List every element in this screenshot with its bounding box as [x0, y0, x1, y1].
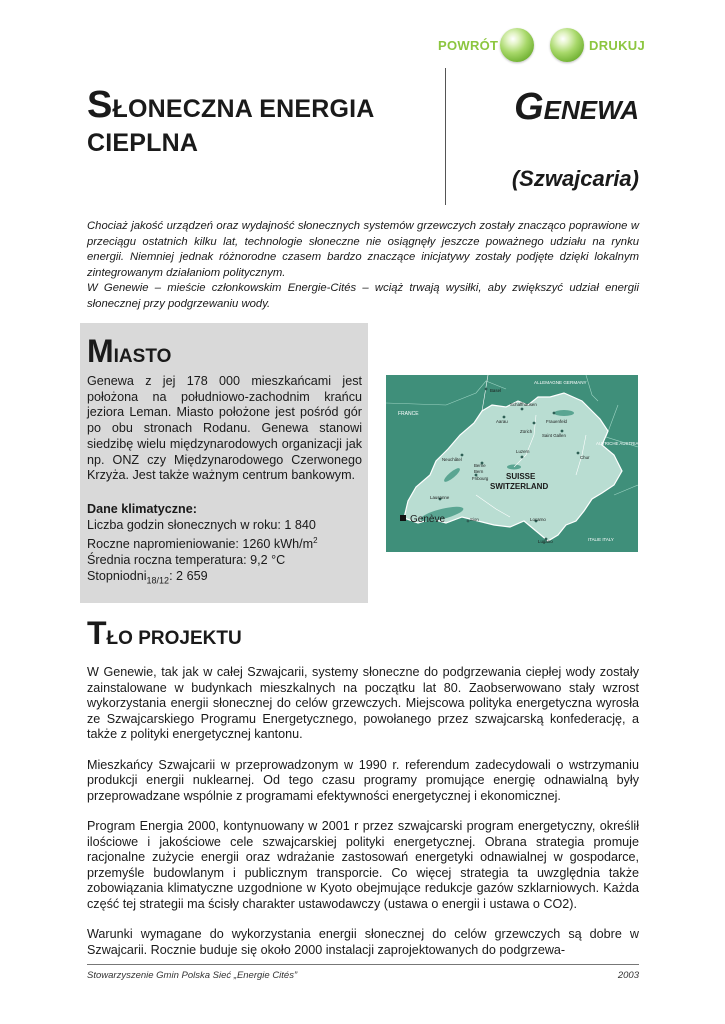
label-locarno: Locarno	[530, 517, 546, 522]
average-temperature: Średnia roczna temperatura: 9,2 °C	[87, 553, 286, 568]
label-sion: Sion	[470, 517, 479, 522]
title-initial: S	[87, 84, 113, 126]
irradiance-unit-sup: 2	[313, 536, 318, 546]
project-paragraph-1: W Genewie, tak jak w całej Szwajcarii, systemy słoneczne do podgrzewania ciepłej wody zostały zainstalowane w budynkach mieszkalnych na początku lat 80. Zaobserwowano stały wzrost wykorzystania energii słonecznej do celów grzewczych. Miejscowa polityka energetyczna wyrosła ze Szwajcarskiego Programu Energetycznego, powołanego przez szwajcarską konfederację, a także z polityki energetycznej kantonu.	[87, 665, 639, 741]
title-rest: ŁONECZNA ENERGIA	[112, 95, 375, 123]
label-neuchatel: Neuchâtel	[442, 457, 462, 462]
label-lausanne: Lausanne	[430, 495, 450, 500]
title-divider	[445, 68, 446, 205]
project-title-initial: T	[87, 615, 107, 651]
label-berne: Berne	[474, 463, 486, 468]
project-paragraph-2: Mieszkańcy Szwajcarii w przeprowadzonym w 1990 r. referendum zadecydowali o wstrzymaniu produkcji energii nuklearnej. Od tego czasu programy promujące energię odnawialną były przeprowadzane wspólnie z programami efektywności energetycznej i ekonomicznej.	[87, 757, 639, 803]
city-description	[87, 374, 362, 484]
project-paragraph-4: Warunki wymagane do wykorzystania energii słonecznej do celów grzewczych są dobre w Szwajcarii. Rocznie buduje się około 2000 instalacji zaprojektowanych do podgrzewa-	[87, 927, 639, 957]
print-link[interactable]: DRUKUJ	[589, 38, 645, 53]
city-title	[514, 86, 639, 129]
climate-data	[87, 502, 362, 589]
label-bern: Bern	[474, 469, 484, 474]
irradiance	[87, 533, 362, 553]
print-orb-icon[interactable]	[550, 28, 584, 62]
label-switzerland: SWITZERLAND	[490, 482, 549, 491]
label-st-gallen: Saint Gallen	[542, 433, 566, 438]
label-italy: ITALIE ITALY	[588, 537, 614, 542]
label-aarau: Aarau	[496, 419, 508, 424]
label-germany: ALLEMAGNE GERMANY	[534, 380, 587, 385]
city-title-rest: ENEWA	[543, 95, 639, 125]
top-navigation	[436, 26, 656, 66]
label-fribourg: Fribourg	[472, 476, 489, 481]
city-section-rest: IASTO	[113, 346, 172, 367]
irradiance-label: Roczne napromieniowanie: 1260 kWh/m	[87, 537, 314, 552]
footer-organization: Stowarzyszenie Gmin Polska Sieć „Energie Cités”	[87, 970, 298, 981]
country-subtitle: (Szwajcaria)	[511, 166, 639, 191]
city-section-title	[87, 333, 171, 370]
sun-hours: Liczba godzin słonecznych w roku: 1 840	[87, 517, 316, 532]
label-frauenfeld: Frauenfeld	[546, 419, 567, 424]
label-schaffhausen: Schaffhausen	[510, 402, 537, 407]
project-body	[87, 665, 639, 973]
back-link[interactable]: POWRÓT	[438, 38, 499, 53]
title-line2: CIEPLNA	[87, 129, 199, 157]
project-section-title	[87, 615, 242, 652]
label-suisse: SUISSE	[506, 472, 536, 481]
footer-year: 2003	[617, 970, 639, 981]
project-title-rest: ŁO PROJEKTU	[106, 628, 242, 649]
intro-text-2: W Genewie – mieście członkowskim Energie-Cités – wciąż trwają wysiłki, aby zwiększyć udział energii słonecznej przy podgrzewaniu wody.	[87, 282, 639, 310]
degree-days	[87, 569, 362, 589]
degree-days-label: Stopniodni	[87, 569, 147, 583]
climate-title: Dane klimatyczne:	[87, 502, 197, 516]
label-geneve: Genève	[410, 514, 446, 525]
switzerland-map	[386, 375, 638, 552]
city-text: Genewa z jej 178 000 mieszkańcami jest położona na południowo-zachodnim krańcu jeziora Leman. Miasto położone jest pośród gór po obu stronach Rodanu. Genewa stanowi siedzibę wielu międzynarodowych organizacji jak np. ONZ czy Międzynarodowego Czerwonego Krzyża. Jest także ważnym centrum bankowym.	[87, 374, 362, 483]
city-title-initial: G	[514, 86, 544, 128]
label-luzern: Luzern	[516, 449, 530, 454]
intro-text-1: Chociaż jakość urządzeń oraz wydajność słonecznych systemów grzewczych zostały znacząco poprawione w przeciągu ostatnich kilku lat, technologie słoneczne nie osiągnęły jeszcze poważnego udziału na rynku energii. Niemniej jednak różnorodne czasem bardzo znaczące inicjatywy zostały podjęte dzięki lokalnym zintegrowanym działaniom politycznym.	[87, 220, 639, 279]
degree-days-value: : 2 659	[169, 569, 208, 583]
document-title	[87, 84, 427, 160]
city-section-initial: M	[87, 333, 114, 369]
lake-constance	[554, 410, 574, 416]
label-lugano: Lugano	[538, 539, 553, 544]
label-basel: Basel	[490, 388, 501, 393]
intro-paragraph	[87, 219, 639, 312]
geneva-marker	[400, 515, 406, 521]
project-paragraph-3: Program Energia 2000, kontynuowany w 2001 r przez szwajcarski program energetyczny, określił ilościowe i jakościowe cele szwajcarskiej polityki energetycznej. Obrana strategia promuje racjonalne zużycie energii oraz wdrażanie zastosowań energetyki odnawialnej w gospodarce, przemyśle budowlanym i publicznym transporcie. Co więcej strategia ta uwzględnia także zobowiązania klimatyczne uzgodnione w Kyoto obejmujące redukcje gazów szklarniowych. Każda część tej strategii ma ścisły charakter ustawodawczy (ustawa o energii i ustawa o CO2).	[87, 819, 639, 911]
label-chur: Chur	[580, 455, 590, 460]
label-zurich: Zürich	[520, 429, 533, 434]
label-france: FRANCE	[398, 411, 419, 417]
footer-divider	[87, 964, 639, 965]
label-austria: AUTRICHE AUSTRIA	[596, 441, 638, 446]
back-orb-icon[interactable]	[500, 28, 534, 62]
degree-days-sub: 18/12	[146, 575, 170, 586]
